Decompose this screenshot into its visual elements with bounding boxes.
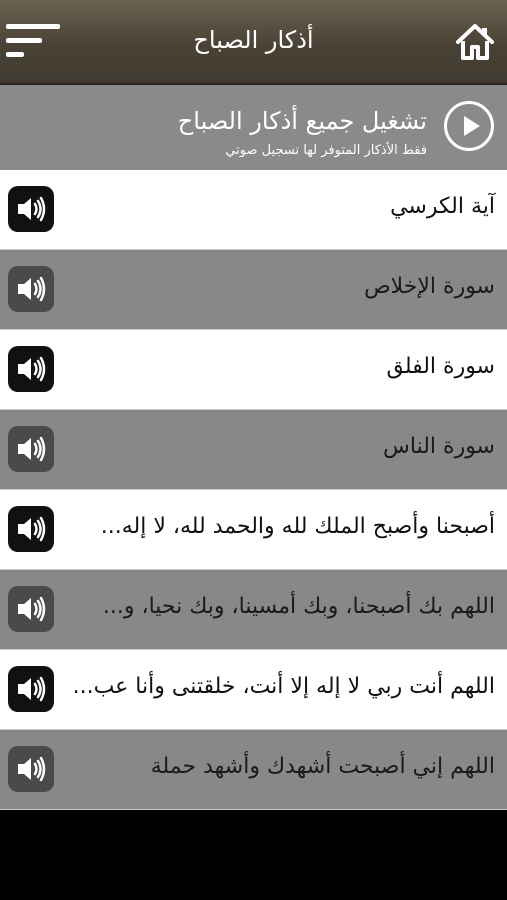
list-item-label: أصبحنا وأصبح الملك لله والحمد لله، لا إله... [100, 514, 495, 539]
list-item-label: اللهم أنت ربي لا إله إلا أنت، خلقتنى وأنا عب... [72, 674, 495, 699]
play-circle-icon[interactable] [444, 101, 494, 151]
list-item[interactable] [0, 650, 507, 730]
list-item-label: آية الكرسي [390, 194, 495, 219]
azkar-list [0, 170, 507, 810]
speaker-icon[interactable] [8, 426, 54, 472]
speaker-icon[interactable] [8, 586, 54, 632]
play-all-title: تشغيل جميع أذكار الصباح [177, 107, 427, 135]
play-all-button[interactable] [0, 85, 507, 170]
list-item[interactable] [0, 250, 507, 330]
speaker-icon[interactable] [8, 746, 54, 792]
play-all-subtitle: فقط الأذكار المتوفر لها تسجيل صوتي [225, 143, 427, 158]
speaker-icon[interactable] [8, 666, 54, 712]
home-icon[interactable] [455, 22, 495, 62]
list-item-label: اللهم بك أصبحنا، وبك أمسينا، وبك نحيا، و... [102, 594, 495, 619]
list-item[interactable] [0, 570, 507, 650]
page-title: أذكار الصباح [193, 26, 314, 54]
list-item-label: سورة الفلق [386, 354, 495, 379]
list-item[interactable] [0, 170, 507, 250]
list-item[interactable] [0, 490, 507, 570]
list-item[interactable] [0, 330, 507, 410]
speaker-icon[interactable] [8, 346, 54, 392]
list-item-label: سورة الناس [383, 434, 495, 459]
speaker-icon[interactable] [8, 266, 54, 312]
list-item[interactable] [0, 410, 507, 490]
list-item[interactable] [0, 730, 507, 810]
header-bar [0, 0, 507, 85]
list-item-label: اللهم إني أصبحت أشهدك وأشهد حملة [150, 754, 495, 779]
speaker-icon[interactable] [8, 506, 54, 552]
list-item-label: سورة الإخلاص [364, 274, 495, 299]
speaker-icon[interactable] [8, 186, 54, 232]
